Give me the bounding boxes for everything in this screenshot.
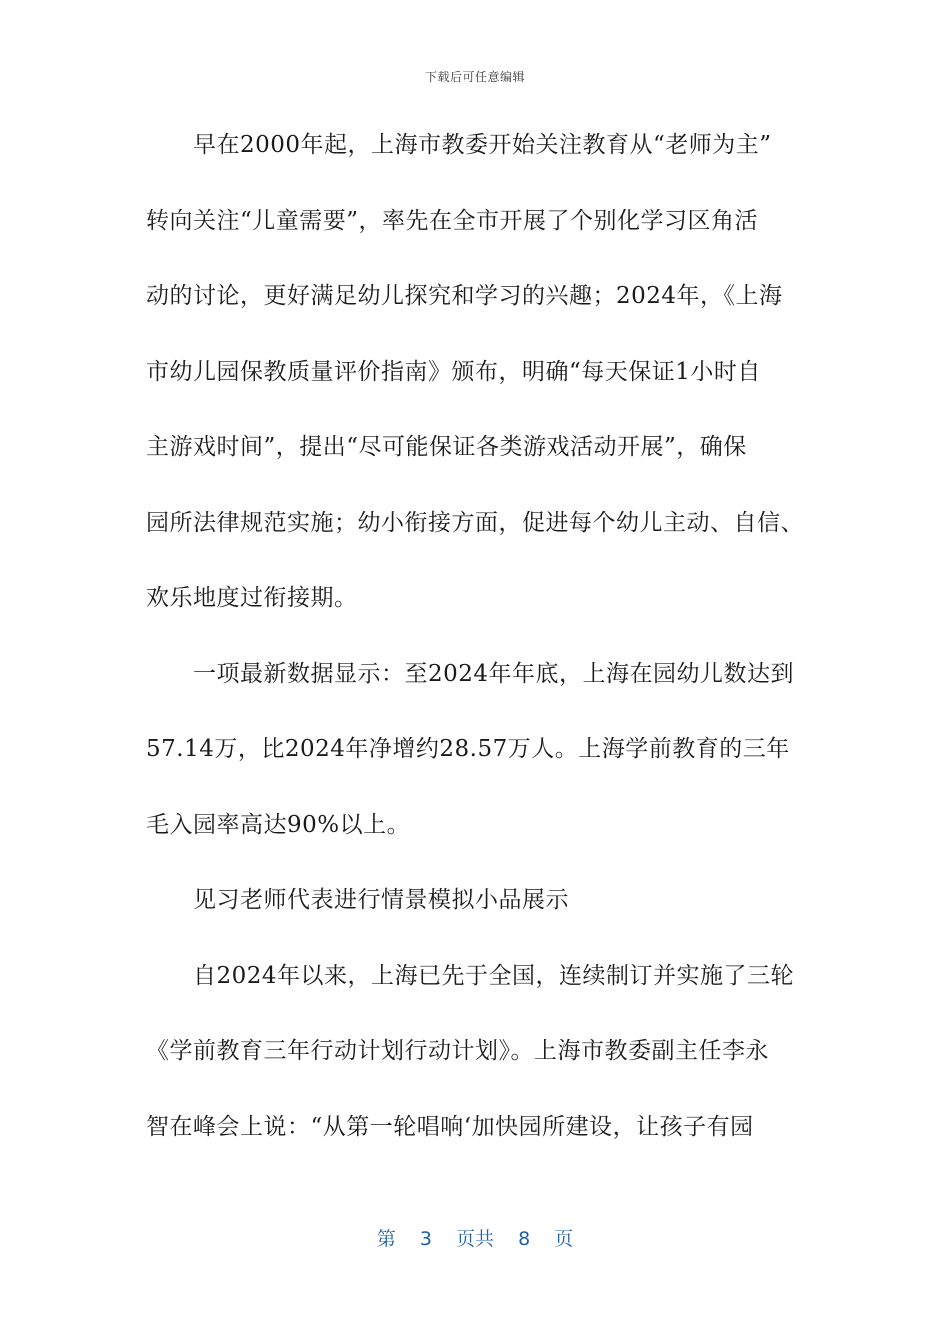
section-heading-line: 见习老师代表进行情景模拟小品展示 [193,887,569,913]
page-number-footer: 第 3 页共 8 页 [376,1228,574,1250]
paragraph-line: 一项最新数据显示：至2024年年底，上海在园幼儿数达到 [193,660,795,687]
paragraph-line: 自2024年以来，上海已先于全国，连续制订并实施了三轮 [193,962,795,989]
paragraph-line: 动的讨论，更好满足幼儿探究和学习的兴趣；2024年，《上海 [146,283,783,309]
paragraph-line: 园所法律规范实施；幼小衔接方面，促进每个幼儿主动、自信、 [146,509,804,536]
paragraph-line: 毛入园率高达90%以上。 [146,811,411,838]
paragraph-line: 市幼儿园保教质量评价指南》颁布，明确“每天保证1小时自 [146,358,761,385]
paragraph-line: 57.14万，比2024年净增约28.57万人。上海学前教育的三年 [146,736,790,762]
paragraph-line: 转向关注“儿童需要”，率先在全市开展了个别化学习区角活 [146,207,759,234]
paragraph-line: 早在2000年起，上海市教委开始关注教育从“老师为主” [193,132,772,158]
paragraph-line: 智在峰会上说：“从第一轮唱响‘加快园所建设，让孩子有园 [146,1113,754,1140]
paragraph-line: 主游戏时间”，提出“尽可能保证各类游戏活动开展”，确保 [146,434,747,460]
document-body [146,120,806,1177]
header-note: 下载后可任意编辑 [424,70,525,84]
paragraph-line: 欢乐地度过衔接期。 [146,585,358,611]
paragraph-line: 《学前教育三年行动计划行动计划》。上海市教委副主任李永 [146,1038,769,1064]
